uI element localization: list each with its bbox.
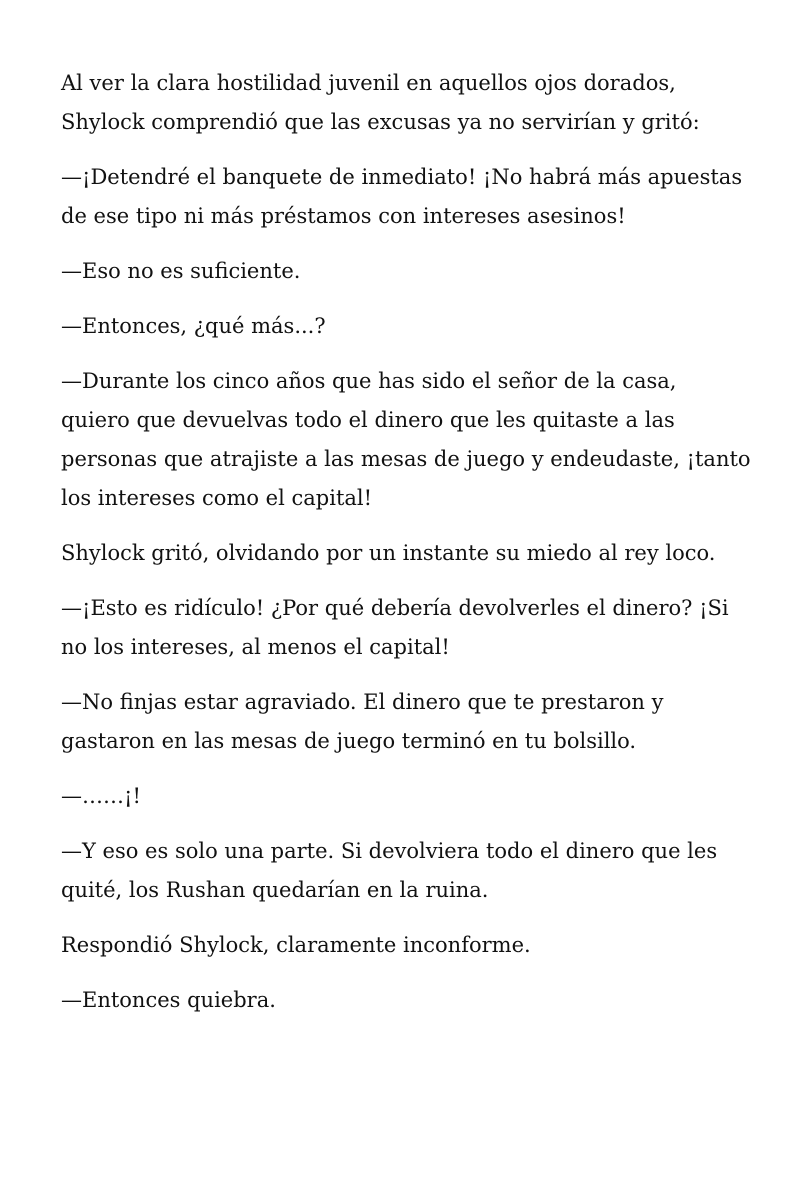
paragraph: Respondió Shylock, claramente inconforme.	[61, 933, 531, 957]
paragraph: —Entonces quiebra.	[61, 988, 276, 1012]
document-page	[61, 64, 751, 1036]
paragraph: —¡Esto es ridículo! ¿Por qué debería devolverles el dinero? ¡Si no los intereses, al menos el capital!	[61, 596, 729, 659]
paragraph: Al ver la clara hostilidad juvenil en aquellos ojos dorados, Shylock comprendió que las excusas ya no servirían y gritó:	[61, 71, 700, 134]
paragraph: —……¡!	[61, 784, 141, 808]
paragraph: —No finjas estar agraviado. El dinero que te prestaron y gastaron en las mesas de juego terminó en tu bolsillo.	[61, 690, 664, 753]
paragraph: —Durante los cinco años que has sido el señor de la casa, quiero que devuelvas todo el dinero que les quitaste a las personas que atrajiste a las mesas de juego y endeudaste, ¡tanto los intereses como el capital!	[61, 369, 751, 510]
paragraph: —Entonces, ¿qué más...?	[61, 314, 326, 338]
paragraph: —Y eso es solo una parte. Si devolviera todo el dinero que les quité, los Rushan quedarían en la ruina.	[61, 839, 718, 902]
paragraph: Shylock gritó, olvidando por un instante su miedo al rey loco.	[61, 541, 716, 565]
paragraph: —Eso no es suficiente.	[61, 259, 301, 283]
paragraph: —¡Detendré el banquete de inmediato! ¡No habrá más apuestas de ese tipo ni más préstamos con intereses asesinos!	[61, 165, 743, 228]
